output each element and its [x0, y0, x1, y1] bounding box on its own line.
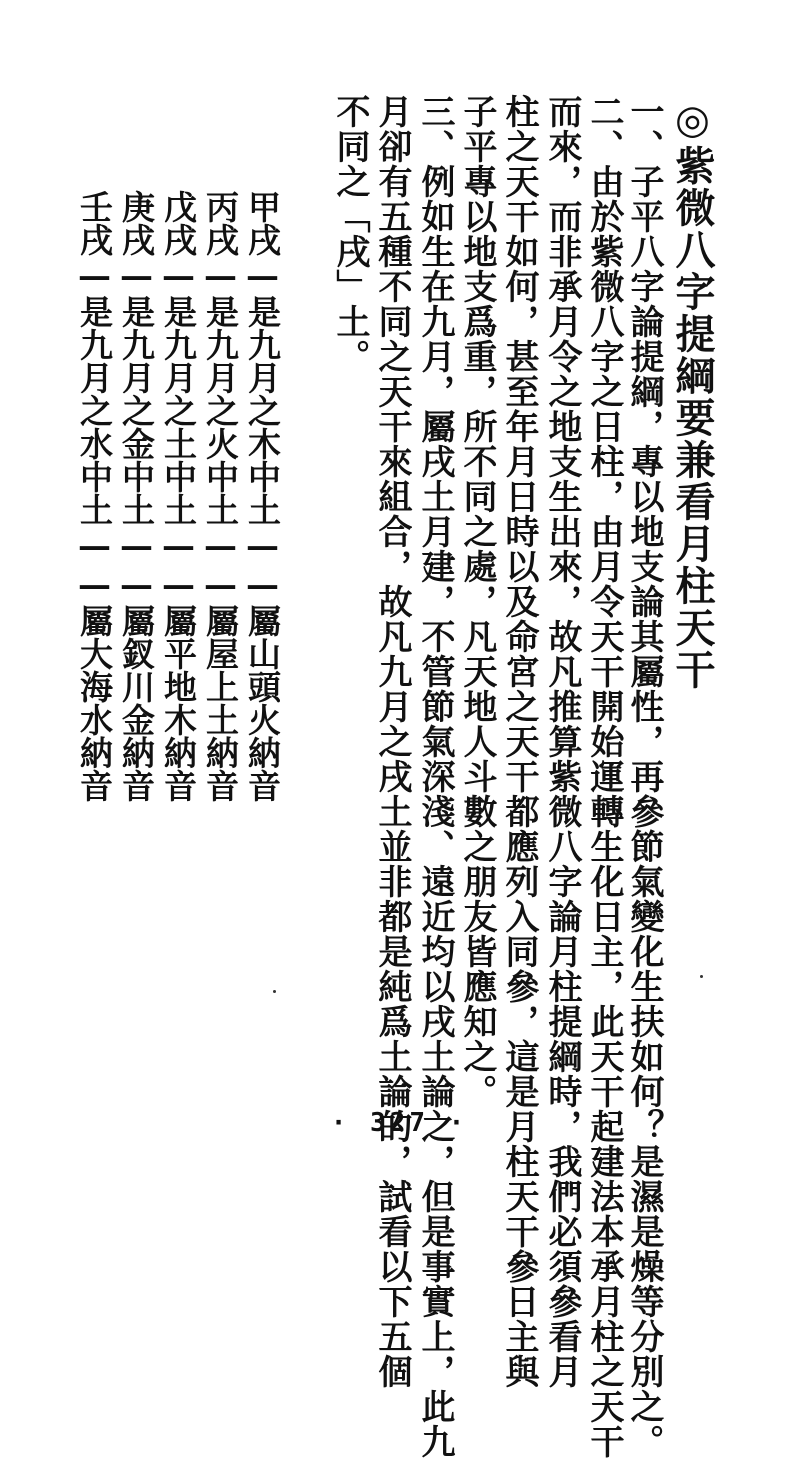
paragraph-line-5: 子平專以地支爲重，所不同之處，凡天地人斗數之朋友皆應知之。 [457, 94, 497, 1109]
nayin-row-1: 甲戌—是九月之木中土——屬山頭火納音 [243, 190, 282, 802]
nayin-row-4: 庚戌—是九月之金中土——屬釵川金納音 [117, 190, 156, 802]
paragraph-line-1: 一、子平八字論提綱，專以地支論其屬性，再參節氣變化生扶如何？是濕是燥等分別之。 [624, 94, 664, 1459]
paragraph-line-3: 而來，而非承月令之地支生出來，故凡推算紫微八字論月柱提綱時，我們必須參看月 [542, 94, 582, 1389]
section-heading: ◎紫微八字提綱要兼看月柱天干 [669, 96, 716, 691]
nayin-row-3: 戊戌—是九月之土中土——屬平地木納音 [159, 190, 198, 802]
paragraph-line-2: 二、由於紫微八字之日柱，由月令天干開始運轉生化日主，此天干起建法本承月柱之天干 [584, 94, 624, 1459]
nayin-row-5: 壬戌—是九月之水中土——屬大海水納音 [75, 190, 114, 802]
paragraph-line-7: 月卻有五種不同之天干來組合，故凡九月之戌土並非都是純爲土論的，試看以下五個 [372, 94, 412, 1389]
paragraph-line-8: 不同之「戌」土。 [330, 94, 370, 374]
nayin-row-2: 丙戌—是九月之火中土——屬屋上土納音 [201, 190, 240, 802]
print-speck [273, 990, 276, 993]
paragraph-line-6: 三、例如生在九月，屬戌土月建，不管節氣深淺、遠近均以戌土論之，但是事實上，此九 [415, 94, 455, 1459]
page-number: · 327 · [330, 1108, 469, 1138]
print-speck [700, 975, 703, 978]
paragraph-line-4: 柱之天干如何，甚至年月日時以及命宮之天干都應列入同參，這是月柱天干參日主與 [499, 94, 539, 1389]
